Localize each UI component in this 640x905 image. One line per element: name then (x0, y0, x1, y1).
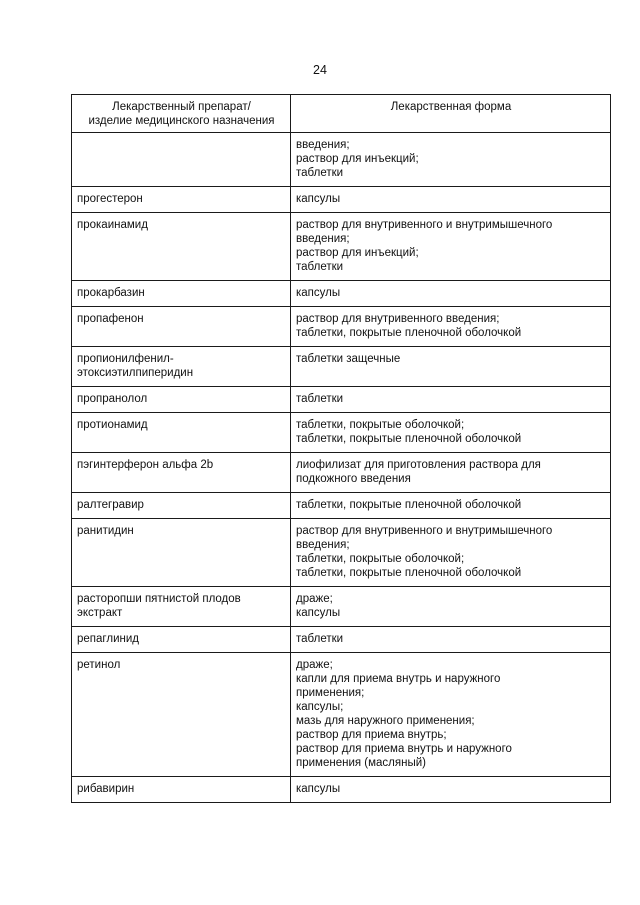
table-row (72, 453, 611, 493)
table-header-row (72, 95, 611, 133)
drug-cell: пропионилфенил- этоксиэтилпиперидин (72, 347, 291, 387)
form-cell: капсулы (291, 281, 611, 307)
drug-cell: ралтегравир (72, 493, 291, 519)
form-cell: раствор для внутривенного и внутримышечного введения; раствор для инъекций; таблетки (291, 213, 611, 281)
form-cell: драже; капли для приема внутрь и наружного применения; капсулы; мазь для наружного применения; раствор для приема внутрь; раствор для приема внутрь и наружного применения (масляный) (291, 653, 611, 777)
table-row (72, 213, 611, 281)
drug-cell: пэгинтерферон альфа 2b (72, 453, 291, 493)
table-row (72, 307, 611, 347)
table-row (72, 627, 611, 653)
form-cell: капсулы (291, 777, 611, 803)
page-number: 24 (313, 63, 327, 77)
form-cell: таблетки (291, 387, 611, 413)
header-form: Лекарственная форма (291, 95, 611, 133)
table-row (72, 777, 611, 803)
table-row (72, 413, 611, 453)
form-cell: лиофилизат для приготовления раствора для подкожного введения (291, 453, 611, 493)
drug-cell: расторопши пятнистой плодов экстракт (72, 587, 291, 627)
header-drug: Лекарственный препарат/ изделие медицинского назначения (72, 95, 291, 133)
table-row (72, 133, 611, 187)
drug-cell: репаглинид (72, 627, 291, 653)
drug-cell: рибавирин (72, 777, 291, 803)
table-row (72, 519, 611, 587)
table-row (72, 347, 611, 387)
drug-cell: прогестерон (72, 187, 291, 213)
form-cell: драже; капсулы (291, 587, 611, 627)
form-cell: введения; раствор для инъекций; таблетки (291, 133, 611, 187)
form-cell: таблетки, покрытые пленочной оболочкой (291, 493, 611, 519)
form-cell: раствор для внутривенного введения; таблетки, покрытые пленочной оболочкой (291, 307, 611, 347)
drug-cell: ранитидин (72, 519, 291, 587)
drug-cell: пропранолол (72, 387, 291, 413)
table-row (72, 187, 611, 213)
drug-cell: пропафенон (72, 307, 291, 347)
table-row (72, 281, 611, 307)
drug-table (71, 94, 611, 803)
drug-cell: прокарбазин (72, 281, 291, 307)
form-cell: раствор для внутривенного и внутримышечного введения; таблетки, покрытые оболочкой; таблетки, покрытые пленочной оболочкой (291, 519, 611, 587)
drug-cell (72, 133, 291, 187)
table-row (72, 387, 611, 413)
drug-cell: протионамид (72, 413, 291, 453)
drug-cell: прокаинамид (72, 213, 291, 281)
form-cell: таблетки, покрытые оболочкой; таблетки, покрытые пленочной оболочкой (291, 413, 611, 453)
form-cell: таблетки (291, 627, 611, 653)
drug-cell: ретинол (72, 653, 291, 777)
table-row (72, 587, 611, 627)
table-row (72, 493, 611, 519)
table-row (72, 653, 611, 777)
form-cell: капсулы (291, 187, 611, 213)
form-cell: таблетки защечные (291, 347, 611, 387)
